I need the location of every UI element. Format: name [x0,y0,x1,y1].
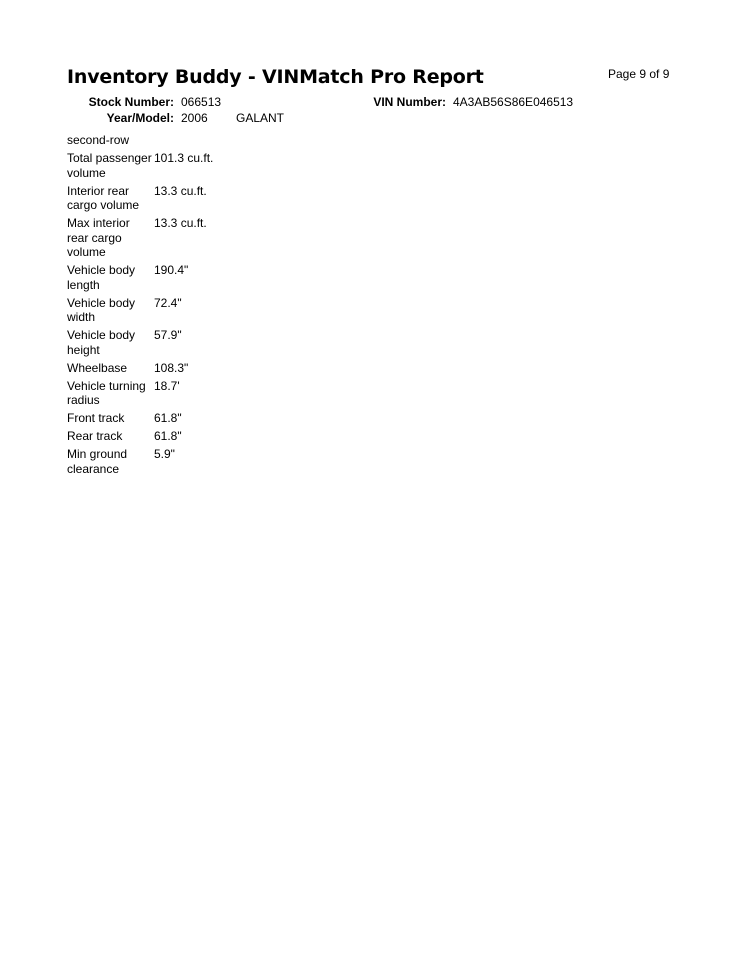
spec-label: Vehicle turning radius [67,378,146,407]
spec-list [67,151,267,480]
stock-number-value: 066513 [181,95,222,109]
vin-number-label: VIN Number: [373,95,446,109]
year-model-label: Year/Model: [106,111,174,125]
spec-value: 13.3 cu.ft. [154,183,207,198]
spec-label: Vehicle body height [67,328,136,357]
page-number: Page 9 of 9 [608,67,670,81]
spec-label: Min ground clearance [67,447,128,476]
spec-value: 13.3 cu.ft. [154,216,207,230]
spec-row [67,151,267,180]
spec-label: Front track [67,411,125,425]
model-value: GALANT [236,111,285,125]
spec-label: Rear track [67,429,123,443]
spec-value: 72.4" [154,295,182,310]
spec-label: Interior rear cargo volume [67,183,140,212]
spec-value: 61.8" [154,429,182,443]
report-title: Inventory Buddy - VINMatch Pro Report [67,66,484,88]
spec-row [67,411,267,426]
vin-number-value: 4A3AB56S86E046513 [453,95,574,109]
spec-row [67,361,267,376]
section-heading: second-row [67,133,130,147]
spec-label: Max interior rear cargo volume [67,216,130,259]
spec-label: Vehicle body length [67,263,136,292]
spec-value: 57.9" [154,328,182,342]
spec-label: Total passenger volume [67,151,152,180]
spec-value: 61.8" [154,411,182,425]
spec-row [67,263,267,292]
spec-label: Vehicle body width [67,295,136,324]
spec-row [67,328,267,357]
spec-label: Wheelbase [67,360,128,375]
stock-number-label: Stock Number: [88,95,174,109]
year-value: 2006 [181,111,208,125]
spec-row [67,447,267,476]
spec-row [67,184,267,213]
spec-row [67,296,267,325]
spec-row [67,379,267,408]
spec-value: 18.7' [154,378,180,393]
spec-value: 101.3 cu.ft. [154,151,214,165]
spec-value: 5.9" [154,447,175,461]
spec-row [67,429,267,444]
spec-row [67,216,267,260]
spec-value: 190.4" [154,263,189,277]
spec-value: 108.3" [154,360,189,375]
